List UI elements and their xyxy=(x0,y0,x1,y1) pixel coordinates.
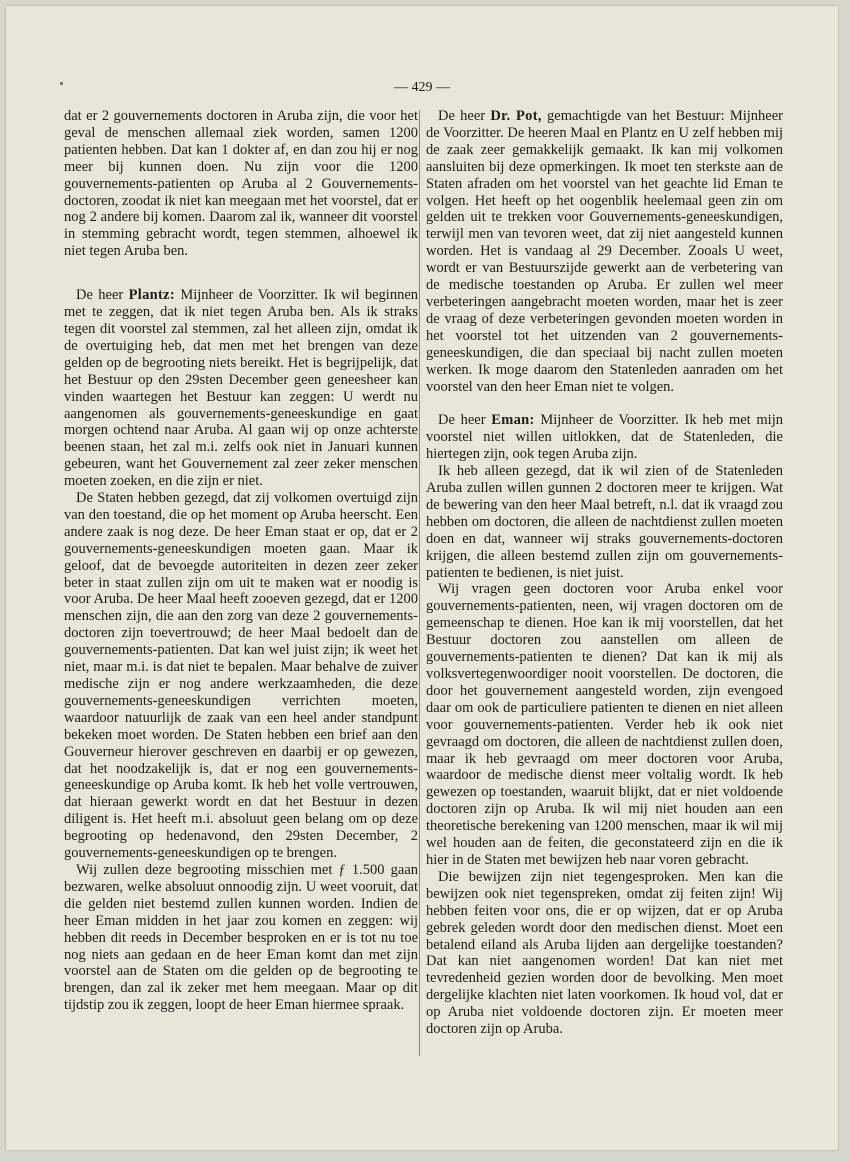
column-divider xyxy=(419,110,420,1056)
right-paragraph-4: Wij vragen geen doctoren voor Aruba enkel voor gouvernements-patienten, neen, wij vragen doctoren om de gemeenschap te dienen. Hoe kan ik mij voorstellen, dat het Bestuur doctoren zou aanstellen om alleen de gouvernements-patienten te dienen? Dat kan ik mij als volksvertegenwoordiger nooit voorstellen. De doctoren, die door het gouvernement aangesteld worden, zijn evengoed daar om ook de particuliere patienten te dienen en niet alleen voor gouvernements-patienten. Verder heb ik ook niet gevraagd om doctoren, die alleen de nachtdienst zullen doen, maar ik heb gevraagd om meer doctoren voor Aruba, waardoor de medische dienst meer voltalig wordt. Ik heb gewezen op toestanden, waaruit blijkt, dat er niet voldoende doctoren zijn op Aruba. Ik wil mij niet houden aan een theoretische berekening van 1200 menschen, maar ik wil mij wel houden aan de feiten, die geconstateerd zijn en die ik hier in de Staten met bewijzen heb naar voren gebracht. xyxy=(426,581,783,868)
right-column xyxy=(426,108,783,1038)
right-paragraph-5: Die bewijzen zijn niet tegengesproken. Men kan die bewijzen ook niet tegenspreken, omdat zij feiten zijn! Wij hebben feiten voor ons, die er op wijzen, dat er op Aruba gebrek geleden wordt door den medischen dienst. Moet een betalend eiland als Aruba lijden aan dergelijke toestanden? Dat kan niet aangenomen worden! Dat kan niet met tevredenheid gezien worden door de bevolking. Men moet dergelijke klachten niet laten voorkomen. Ik houd vol, dat er op Aruba niet voldoende doctoren zijn. Er moeten meer doctoren zijn op Aruba. xyxy=(426,868,783,1038)
right-paragraph-1 xyxy=(426,108,783,395)
speaker-prefix: De heer xyxy=(76,287,129,304)
right-paragraph-2 xyxy=(426,412,783,463)
document-page xyxy=(6,6,838,1150)
speaker-prefix: De heer xyxy=(438,108,491,124)
page-number: — 429 — xyxy=(394,80,450,95)
left-paragraph-4: Wij zullen deze begrooting misschien met ƒ 1.500 gaan bezwaren, welke absoluut onnoodig zijn. U weet vooruit, dat die gelden niet bestemd zullen kunnen worden. Indien de heer Eman midden in het jaar zou komen en zeggen: wij hebben dit reeds in December besproken en er is tot nu toe nog niets aan gedaan en de heer Eman komt dan met zijn voorstel aan de Staten om die gelden op de begrooting te brengen, dan zal ik zeker met hem meegaan. Maar op dit tijdstip zou ik zeggen, loopt de heer Eman hiermee spraak. xyxy=(64,861,418,1014)
speech-text: gemachtigde van het Bestuur: Mijnheer de Voorzitter. De heeren Maal en Plantz en U zelf hebben mij de zaak zeer gemakkelijk gemaakt. Ik kan mij volkomen aansluiten bij deze opmerkingen. Ik moet ten sterkste aan de Staten afraden om het voorstel van het geachte lid Eman te volgen. Het heeft op het oogenblik heelemaal geen zin om gelden uit te trekken voor Gouvernements-geneeskundigen, terwijl men van tevoren weet, dat zij niet aangesteld kunnen worden. Het is vandaag al 29 December. Zooals U weet, wordt er van Bestuurszijde gewerkt aan de verbetering van de medische toestanden op Aruba. Er zullen wel meer verbeteringen aangebracht moeten worden, maar het is zeer de vraag of deze verbeteringen gevonden moeten worden in het voorstel tot het uitzenden van 2 gouvernements-geneeskundigen, die dan speciaal bij nacht zullen moeten werken. Ik moge daarom den Statenleden aanraden om het voorstel van den heer Eman niet te volgen. xyxy=(426,108,784,395)
left-column xyxy=(64,108,418,1014)
left-paragraph-1: dat er 2 gouvernements doctoren in Aruba zijn, die voor het geval de menschen allemaal ziek worden, samen 1200 patienten hebben. Dat kan 1 dokter af, en dan zou hij er nog meer bij kunnen doen. Nu zijn voor die 1200 gouvernements-patienten op Aruba al 2 Gouvernements-doctoren, zoodat ik niet kan meegaan met het voorstel, dat er nog 2 andere bij komen. Daarom zal ik, wanneer dit voorstel in stemming gebracht wordt, tegen stemmen, alhoewel ik niet tegen Aruba ben. xyxy=(64,108,418,260)
speaker-prefix: De heer xyxy=(438,412,492,429)
speaker-name-eman: Eman: xyxy=(491,412,535,429)
speaker-name-plantz: Plantz: xyxy=(128,287,175,304)
left-paragraph-2 xyxy=(64,287,418,490)
speech-text: Mijnheer de Voorzitter. Ik heb met mijn voorstel niet willen uitlokken, dat de Statenleden, die hiertegen zijn, ook tegen Aruba zijn. xyxy=(426,412,783,463)
speech-text: Mijnheer de Voorzitter. Ik wil beginnen met te zeggen, dat ik niet tegen Aruba ben. Als ik straks tegen dit voorstel zal stemmen, zal het alleen zijn, omdat ik de overtuiging heb, dat men met het brengen van deze gelden op de begrooting niets bereikt. Het is begrijpelijk, dat het Bestuur op den 29sten December geen geneesheer kan vinden waartegen het Bestuur kan zeggen: U werdt nu aangenomen als gouvernements-geneeskundige en gaat morgen ochtend naar Aruba. Al gaan wij op onze achterste beenen staan, het zal m.i. zelfs ook niet in Januari kunnen gebeuren, want het Gouvernement zal zeer zeker menschen moeten zoeken, en die zijn er niet. xyxy=(64,287,419,490)
speaker-name-pot: Dr. Pot, xyxy=(490,108,542,124)
right-paragraph-3: Ik heb alleen gezegd, dat ik wil zien of de Statenleden Aruba zullen willen gunnen 2 doctoren meer te krijgen. Wat de bewering van den heer Maal betreft, n.l. dat ik vraagd zou hebben om doctoren, die alleen de nachtdienst zullen moeten doen en dat, wanneer wij straks gouvernements-doctoren krijgen, die alleen bestemd zullen zijn om gouvernements-patienten te bedienen, is niet juist. xyxy=(426,463,783,581)
left-paragraph-3: De Staten hebben gezegd, dat zij volkomen overtuigd zijn van den toestand, die op het moment op Aruba heerscht. Een andere zaak is nog deze. De heer Eman staat er op, dat er 2 gouvernements-geneeskundigen moeten gaan. Maar ik geloof, dat de bevoegde autoriteiten in dezen zeer zeker beter in staat zullen zijn om uit te maken wat er noodig is voor Aruba. De heer Maal heeft zooeven gezegd, dat er 1200 menschen zijn, die aan den zorg van deze 2 gouvernements-doctoren zijn toevertrouwd; de heer Maal bedoelt dan de gouvernements-patienten. Dat kan wel juist zijn; ik weet het niet, maar m.i. is dat niet te bepalen. Maar behalve de zuiver medische zijn er nog andere werkzaamheden, die deze gouvernements-geneeskundigen verrichten moeten, waardoor natuurlijk de zaak van een heel ander standpunt bekeken moet worden. De Staten hebben een brief aan den Gouverneur hierover geschreven en daarbij er op gewezen, dat het noodzakelijk is, dat er nog een gouvernements-geneeskundige op Aruba komt. Ik heb het volle vertrouwen, dat hieraan gewerkt wordt en dat het Bestuur in dezen diligent is. Het heeft m.i. absoluut geen belang om op deze begrooting op hedenavond, den 29sten December, 2 gouvernements-geneeskundigen op te brengen. xyxy=(64,490,418,862)
